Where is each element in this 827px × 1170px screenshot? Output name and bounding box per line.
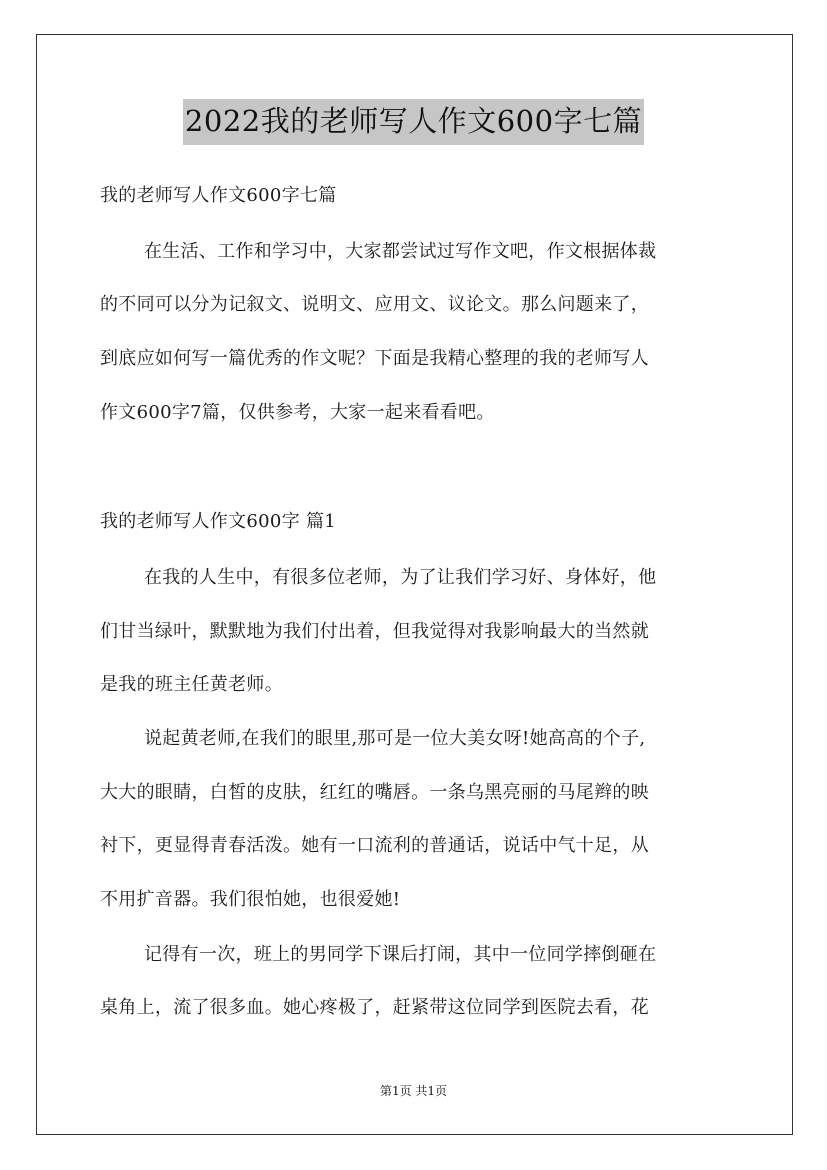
paragraph-line: 衬下，更显得青春活泼。她有一口流利的普通话，说话中气十足，从 — [100, 835, 649, 856]
paragraph-line: 在我的人生中，有很多位老师，为了让我们学习好、身体好，他 — [144, 567, 657, 588]
paragraph-line: 们甘当绿叶，默默地为我们付出着，但我觉得对我影响最大的当然就 — [100, 621, 649, 642]
paragraph-line: 记得有一次，班上的男同学下课后打闹，其中一位同学摔倒砸在 — [144, 944, 657, 965]
paragraph-line: 是我的班主任黄老师。 — [100, 674, 283, 695]
paragraph-line: 在生活、工作和学习中，大家都尝试过写作文吧，作文根据体裁 — [144, 241, 657, 262]
paragraph-line: 说起黄老师,在我们的眼里,那可是一位大美女呀!她高高的个子, — [144, 728, 646, 749]
paragraph-line: 桌角上，流了很多血。她心疼极了，赶紧带这位同学到医院去看，花 — [100, 997, 649, 1018]
paragraph-line: 到底应如何写一篇优秀的作文呢？下面是我精心整理的我的老师写人 — [100, 348, 649, 369]
section-heading: 我的老师写人作文600字 篇1 — [100, 511, 337, 532]
page-footer: 第1页 共1页 — [379, 1084, 448, 1098]
paragraph-line: 大大的眼睛，白皙的皮肤，红红的嘴唇。一条乌黑亮丽的马尾辫的映 — [100, 782, 649, 803]
paragraph-line: 作文600字7篇，仅供参考，大家一起来看看吧。 — [100, 402, 495, 423]
title-container — [0, 99, 827, 145]
document-title: 2022我的老师写人作文600字七篇 — [183, 99, 644, 145]
paragraph-line: 不用扩音器。我们很怕她，也很爱她! — [100, 889, 401, 910]
subtitle-line: 我的老师写人作文600字七篇 — [100, 185, 337, 206]
paragraph-line: 的不同可以分为记叙文、说明文、应用文、议论文。那么问题来了， — [100, 294, 649, 315]
